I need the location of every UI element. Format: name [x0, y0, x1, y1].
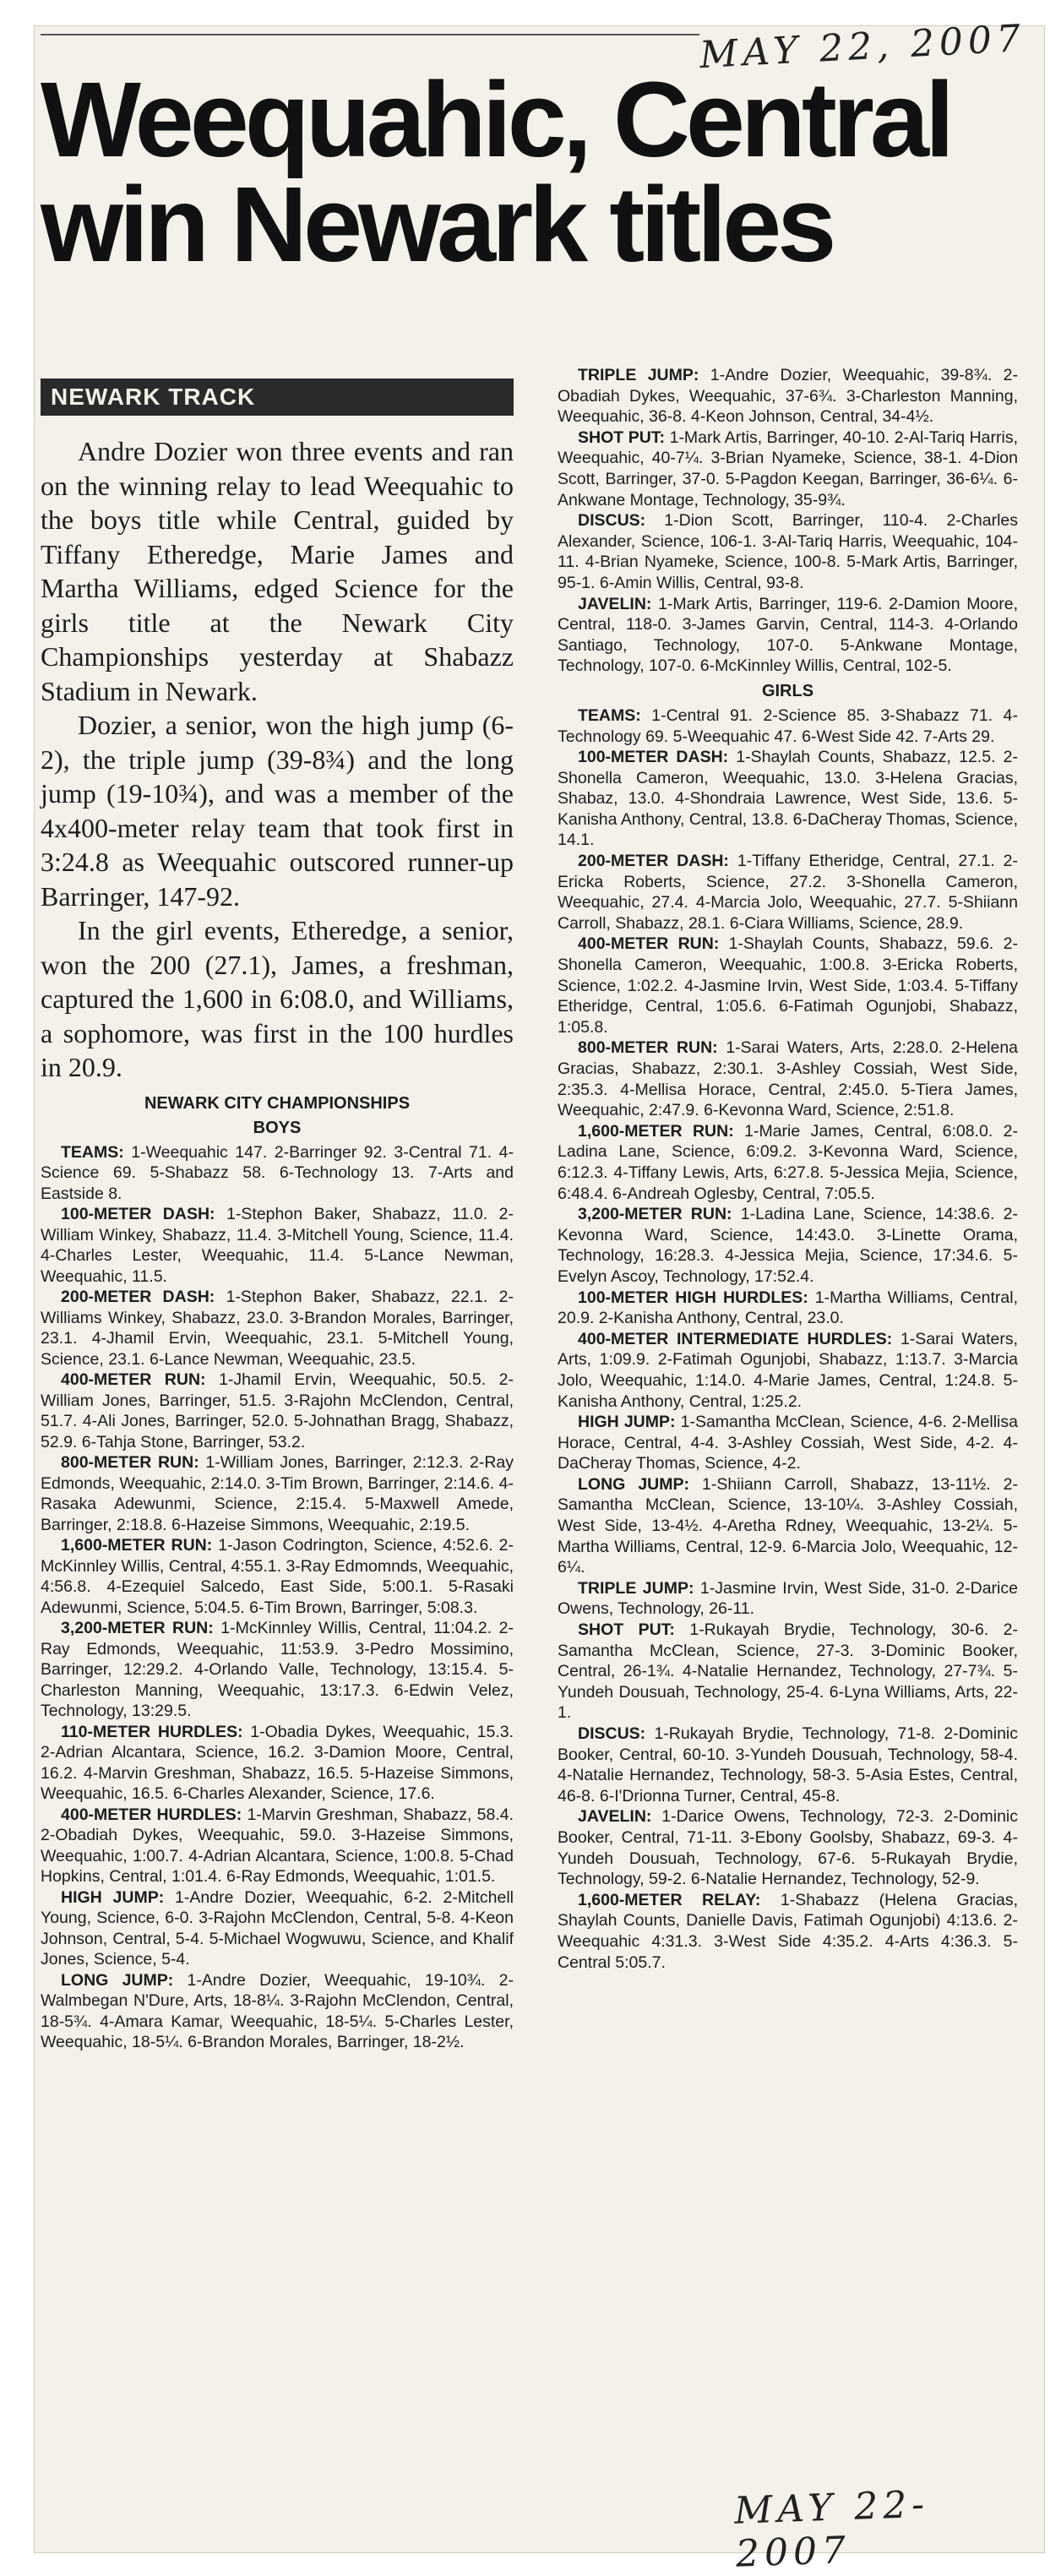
result-entry — [558, 1724, 1018, 1806]
event-results: 1-Rukayah Brydie, Technology, 30-6. 2-Samantha McClean, Science, 27-3. 3-Dominic Booker, Central, 26-1¾. 4-Natalie Hernandez, Technology, 27-7¾. 5-Yundeh Dousuah, Technology, 25-4. 6-Lyna Williams, Arts, 22-1. — [558, 1620, 1019, 1723]
result-entry — [41, 1722, 514, 1805]
event-results: 1-Andre Dozier, Weequahic, 39-8¾. 2-Obadiah Dykes, Weequahic, 37-6¾. 3-Charleston Manning, Weequahic, 36-8. 4-Keon Johnson, Central, 34-4½. — [558, 366, 1018, 427]
event-results: 1-Weequahic 147. 2-Barringer 92. 3-Central 71. 4-Science 69. 5-Shabazz 58. 6-Technology 13. 7-Arts and Eastside 8. — [41, 1142, 514, 1203]
event-results: 1-Jason Codrington, Science, 4:52.6. 2-McKinnley Willis, Central, 4:55.1. 3-Ray Edmomnds, Weequahic, 4:56.8. 4-Ezequiel Salcedo, East Side, 5:00.1. 5-Rasaki Adewunmi, Science, 5:04.5. 6-Tim Brown, Barringer, 5:08.3. — [41, 1536, 514, 1617]
event-results: 1-Mark Artis, Barringer, 40-10. 2-Al-Tariq Harris, Weequahic, 40-7¼. 3-Brian Nyameke, Science, 38-1. 4-Dion Scott, Barringer, 37-0. 5-Pagdon Keegan, Barringer, 36-6¼. 6-Ankwane Montage, Technology, 35-9¾. — [558, 428, 1018, 509]
result-entry — [558, 934, 1018, 1037]
event-results: 1-Marie James, Central, 6:08.0. 2-Ladina Lane, Science, 6:09.2. 3-Kevonna Ward, Science, 6:12.3. 4-Tiffany Lewis, Arts, 6:27.8. 5-Jessica Mejia, Science, 6:48.4. 6-Andreah Oglesby, Central, 7:05.5. — [558, 1121, 1018, 1203]
result-entry — [41, 1452, 514, 1535]
result-entry — [41, 1618, 514, 1722]
event-name: TEAMS: — [578, 705, 641, 725]
event-name: HIGH JUMP: — [578, 1413, 676, 1432]
result-entry — [558, 1578, 1018, 1620]
left-column — [41, 379, 514, 2053]
result-entry — [558, 705, 1018, 747]
event-name: DISCUS: — [578, 511, 646, 531]
event-results: 1-Andre Dozier, Weequahic, 19-10¾. 2-Walmbegan N'Dure, Arts, 18-8¼. 3-Rajohn McClendon, Central, 18-5¾. 4-Amara Kamar, Weequahic, 18-5¼. 5-Charles Lester, Weequahic, 18-5¼. 6-Brandon Morales, Barringer, 18-2½. — [41, 1970, 514, 2051]
event-results: 1-Stephon Baker, Shabazz, 22.1. 2-Williams Winkey, Shabazz, 23.0. 3-Brandon Morales, Barringer, 23.1. 4-Jhamil Ervin, Weequahic, 23.1. 5-Mitchell Young, Science, 23.1. 6-Lance Newman, Weequahic, 23.5. — [41, 1288, 514, 1369]
event-results: 1-Samantha McClean, Science, 4-6. 2-Mellisa Horace, Central, 4-4. 3-Ashley Cossiah, West Side, 4-2. 4-DaCheray Thomas, Science, 4-2. — [558, 1413, 1018, 1473]
right-column — [558, 365, 1018, 1973]
result-entry — [558, 365, 1018, 428]
event-results: 1-Ladina Lane, Science, 14:38.6. 2-Kevonna Ward, Science, 14:43.0. 3-Linette Orama, Technology, 16:28.3. 4-Jessica Mejia, Science, 17:34.6. 5-Evelyn Ascoy, Technology, 17:52.4. — [558, 1205, 1018, 1286]
result-entry — [558, 1037, 1018, 1120]
event-name: 110-METER HURDLES: — [61, 1722, 243, 1741]
event-name: 800-METER RUN: — [61, 1453, 199, 1472]
event-results: 1-Marvin Greshman, Shabazz, 58.4. 2-Obadiah Dykes, Weequahic, 59.0. 3-Hazeise Simmons, Weequahic, 1:00.7. 4-Adrian Alcantara, Science, 1:00.8. 5-Chad Hopkins, Central, 1:01.4. 6-Ray Edmonds, Weequahic, 1:01.5. — [41, 1805, 514, 1886]
event-name: 400-METER HURDLES: — [61, 1805, 242, 1824]
result-entry — [41, 1535, 514, 1618]
event-results: 1-Rukayah Brydie, Technology, 71-8. 2-Dominic Booker, Central, 60-10. 3-Yundeh Dousuah, Technology, 58-4. 4-Natalie Hernandez, Technology, 58-3. 5-Asia Estes, Central, 46-8. 6-I'Drionna Turner, Central, 45-8. — [558, 1724, 1019, 1805]
event-name: 200-METER DASH: — [61, 1288, 215, 1306]
result-entry — [558, 1204, 1018, 1287]
event-results: 1-Obadia Dykes, Weequahic, 15.3. 2-Adrian Alcantara, Science, 16.2. 3-Damion Moore, Central, 16.2. 4-Marvin Greshman, Shabazz, 16.5. 5-Hazeise Simmons, Weequahic, 16.5. 6-Charles Alexander, Science, 17.6. — [41, 1722, 514, 1803]
event-name: SHOT PUT: — [578, 1620, 675, 1640]
event-name: 1,600-METER RUN: — [578, 1121, 734, 1141]
result-entry — [41, 1142, 514, 1205]
event-name: 200-METER DASH: — [578, 852, 729, 871]
event-results: 1-Jhamil Ervin, Weequahic, 50.5. 2-William Jones, Barringer, 51.5. 3-Rajohn McClendon, Central, 51.7. 4-Ali Jones, Barringer, 52.0. 5-Johnathan Bragg, Shabazz, 52.9. 6-Tahja Stone, Barringer, 53.2. — [41, 1370, 514, 1451]
headline — [41, 60, 1029, 284]
section-tag: NEWARK TRACK — [41, 379, 514, 416]
event-name: SHOT PUT: — [578, 428, 666, 447]
event-name: 3,200-METER RUN: — [578, 1205, 732, 1224]
event-results: 1-Shiiann Carroll, Shabazz, 13-11½. 2-Samantha McClean, Science, 13-10¼. 3-Ashley Cossiah, West Side, 13-4½. 4-Aretha Rdney, Weequahic, 13-2¼. 5-Martha Williams, Central, 12-9. 6-Marcia Jolo, Weequahic, 12-6¼. — [558, 1474, 1019, 1577]
event-name: 1,600-METER RELAY: — [578, 1890, 761, 1909]
results-title: NEWARK CITY CHAMPIONSHIPS — [144, 1093, 411, 1113]
result-entry — [558, 1288, 1018, 1329]
result-entry — [41, 1370, 514, 1452]
event-results: 1-William Jones, Barringer, 2:12.3. 2-Ray Edmonds, Weequahic, 2:14.0. 3-Tim Brown, Barringer, 2:14.6. 4-Rasaka Adewunmi, Science, 2:15.4. 5-Maxwell Amede, Barringer, 2:18.8. 6-Hazeise Simmons, Weequahic, 2:19.5. — [41, 1453, 514, 1534]
event-name: 100-METER DASH: — [578, 748, 729, 767]
event-name: TRIPLE JUMP: — [578, 366, 699, 384]
event-results: 1-Shaylah Counts, Shabazz, 59.6. 2-Shonella Cameron, Weequahic, 1:00.8. 3-Ericka Roberts, Science, 1:02.2. 4-Jasmine Irvin, West Side, 1:03.4. 5-Tiffany Etheridge, Central, 1:05.6. 6-Fatimah Ogunjobi, Shabazz, 1:05.8. — [558, 934, 1018, 1037]
result-entry — [41, 1970, 514, 2053]
event-results: 1-Tiffany Etheridge, Central, 27.1. 2-Ericka Roberts, Science, 27.2. 3-Shonella Cameron, Weequahic, 27.4. 4-Marcia Jolo, Weequahic, 27.7. 5-Shiiann Carroll, Shabazz, 28.1. 6-Ciara Williams, Science, 28.9. — [558, 852, 1018, 933]
lede-paragraph: Andre Dozier won three events and ran on the winning relay to lead Weequahic to the boys title while Central, guided by Tiffany Etheredge, Marie James and Martha Williams, edged Science for the girls title at the Newark City Championships yesterday at Shabazz Stadium in Newark. — [41, 436, 514, 706]
headline-line-2: win Newark titles — [41, 165, 833, 284]
headline-line-1: Weequahic, Central — [41, 60, 950, 179]
event-name: DISCUS: — [578, 1724, 646, 1743]
event-name: 100-METER HIGH HURDLES: — [578, 1288, 808, 1307]
event-name: HIGH JUMP: — [61, 1887, 165, 1907]
result-entry — [558, 1412, 1018, 1474]
result-entry — [558, 1329, 1018, 1412]
result-entry — [558, 851, 1018, 934]
result-entry — [558, 747, 1018, 851]
event-results: 1-Shaylah Counts, Shabazz, 12.5. 2-Shonella Cameron, Weequahic, 13.0. 3-Helena Gracias, Shabaz, 13.0. 4-Shondraia Lawrence, West Side, 13.6. 5-Kanisha Anthony, Central, 13.8. 6-DaCheray Thomas, Science, 14.1. — [558, 748, 1018, 850]
event-results: 1-Dion Scott, Barringer, 110-4. 2-Charles Alexander, Science, 106-1. 3-Al-Tariq Harris, Weequahic, 104-11. 4-Brian Nyameke, Science, 100-8. 5-Mark Artis, Barringer, 95-1. 6-Amin Willis, Central, 93-8. — [558, 511, 1018, 592]
lede-paragraph: In the girl events, Etheredge, a senior, won the 200 (27.1), James, a freshman, captured the 1,600 in 6:08.0, and Williams, a sophomore, was first in the 100 hurdles in 20.9. — [41, 915, 514, 1082]
result-entry — [41, 1287, 514, 1370]
girls-subhead: GIRLS — [761, 681, 814, 700]
event-results: 1-Stephon Baker, Shabazz, 11.0. 2-William Winkey, Shabazz, 11.4. 3-Mitchell Young, Science, 11.4. 4-Charles Lester, Weequahic, 11.4. 5-Lance Newman, Weequahic, 11.5. — [41, 1205, 514, 1286]
lede-text — [41, 434, 514, 1085]
result-entry — [41, 1805, 514, 1887]
boys-field-results — [558, 365, 1018, 677]
event-results: 1-McKinnley Willis, Central, 11:04.2. 2-Ray Edmonds, Weequahic, 11:53.9. 3-Pedro Mossimino, Barringer, 12:29.2. 4-Orlando Valle, Technology, 13:15.4. 5-Charleston Manning, Weequahic, 13:17.3. 6-Edwin Velez, Technology, 13:29.5. — [41, 1619, 514, 1720]
result-entry — [558, 1620, 1018, 1724]
event-results: 1-Andre Dozier, Weequahic, 6-2. 2-Mitchell Young, Science, 6-0. 3-Rajohn McClendon, Central, 5-8. 4-Keon Johnson, Central, 5-4. 5-Michael Wogwuwu, Science, and Khalif Jones, Science, 5-4. — [41, 1887, 514, 1969]
girls-results — [558, 705, 1018, 1973]
result-entry — [41, 1887, 514, 1970]
event-name: TRIPLE JUMP: — [578, 1578, 694, 1598]
event-results: 1-Sarai Waters, Arts, 1:09.9. 2-Fatimah Ogunjobi, Shabazz, 1:13.7. 3-Marcia Jolo, Weequahic, 1:14.0. 4-Marie James, Central, 1:24.8. 5-Kanisha Anthony, Central, 1:25.2. — [558, 1329, 1018, 1411]
boys-subhead: BOYS — [253, 1118, 302, 1137]
handwritten-date-bottom: MAY 22- 2007 — [733, 2482, 930, 2576]
event-results: 1-Mark Artis, Barringer, 119-6. 2-Damion Moore, Central, 118-0. 3-James Garvin, Central, 114-3. 4-Orlando Santiago, Technology, 107-0. 5-Ankwane Montage, Technology, 107-0. 6-McKinnley Willis, Central, 102-5. — [558, 594, 1018, 676]
event-name: JAVELIN: — [578, 1807, 652, 1827]
top-rule — [41, 34, 699, 35]
event-name: 800-METER RUN: — [578, 1038, 718, 1058]
result-entry — [558, 1474, 1018, 1578]
result-entry — [558, 1806, 1018, 1889]
event-name: 3,200-METER RUN: — [61, 1619, 214, 1637]
event-results: 1-Darice Owens, Technology, 72-3. 2-Dominic Booker, Central, 71-11. 3-Ebony Goolsby, Shabazz, 69-3. 4-Yundeh Dousuah, Technology, 67-6. 5-Rukayah Brydie, Technology, 59-2. 6-Natalie Hernandez, Technology, 52-9. — [558, 1807, 1019, 1889]
event-name: 400-METER RUN: — [61, 1370, 206, 1389]
event-name: LONG JUMP: — [61, 1970, 174, 1990]
result-entry — [558, 510, 1018, 593]
event-name: 100-METER DASH: — [61, 1205, 215, 1223]
event-name: 400-METER INTERMEDIATE HURDLES: — [578, 1329, 893, 1348]
result-entry — [558, 1121, 1018, 1204]
boys-results — [41, 1142, 514, 2053]
handwritten-date-top: MAY 22, 2007 — [698, 16, 1027, 78]
result-entry — [558, 428, 1018, 510]
result-entry — [558, 594, 1018, 677]
result-entry — [558, 1890, 1018, 1973]
event-results: 1-Sarai Waters, Arts, 2:28.0. 2-Helena Gracias, Shabazz, 2:30.1. 3-Ashley Cossiah, West Side, 2:35.3. 4-Mellisa Horace, Central, 2:45.0. 5-Tiera James, Weequahic, 2:47.9. 6-Kevonna Ward, Science, 2:51.8. — [558, 1038, 1019, 1120]
event-name: 1,600-METER RUN: — [61, 1536, 213, 1555]
event-name: JAVELIN: — [578, 594, 652, 613]
event-name: 400-METER RUN: — [578, 934, 720, 954]
event-name: LONG JUMP: — [578, 1474, 690, 1494]
event-results: 1-Shabazz (Helena Gracias, Shaylah Counts, Danielle Davis, Fatimah Ogunjobi) 4:13.6. 2-Weequahic 4:31.3. 3-West Side 4:35.2. 4-Arts 4:36.3. 5-Central 5:05.7. — [558, 1890, 1018, 1972]
event-results: 1-Jasmine Irvin, West Side, 31-0. 2-Darice Owens, Technology, 26-11. — [558, 1578, 1018, 1619]
lede-paragraph: Dozier, a senior, won the high jump (6-2), the triple jump (39-8¾) and the long jump (19-10¾), and was a member of the 4x400-meter relay team that took first in 3:24.8 as Weequahic outscored runner-up Barringer, 147-92. — [41, 710, 514, 912]
event-name: TEAMS: — [61, 1142, 124, 1162]
event-results: 1-Martha Williams, Central, 20.9. 2-Kanisha Anthony, Central, 23.0. — [558, 1288, 1018, 1328]
result-entry — [41, 1204, 514, 1287]
event-results: 1-Central 91. 2-Science 85. 3-Shabazz 71. 4-Technology 69. 5-Weequahic 47. 6-West Side 42. 7-Arts 29. — [558, 705, 1018, 746]
